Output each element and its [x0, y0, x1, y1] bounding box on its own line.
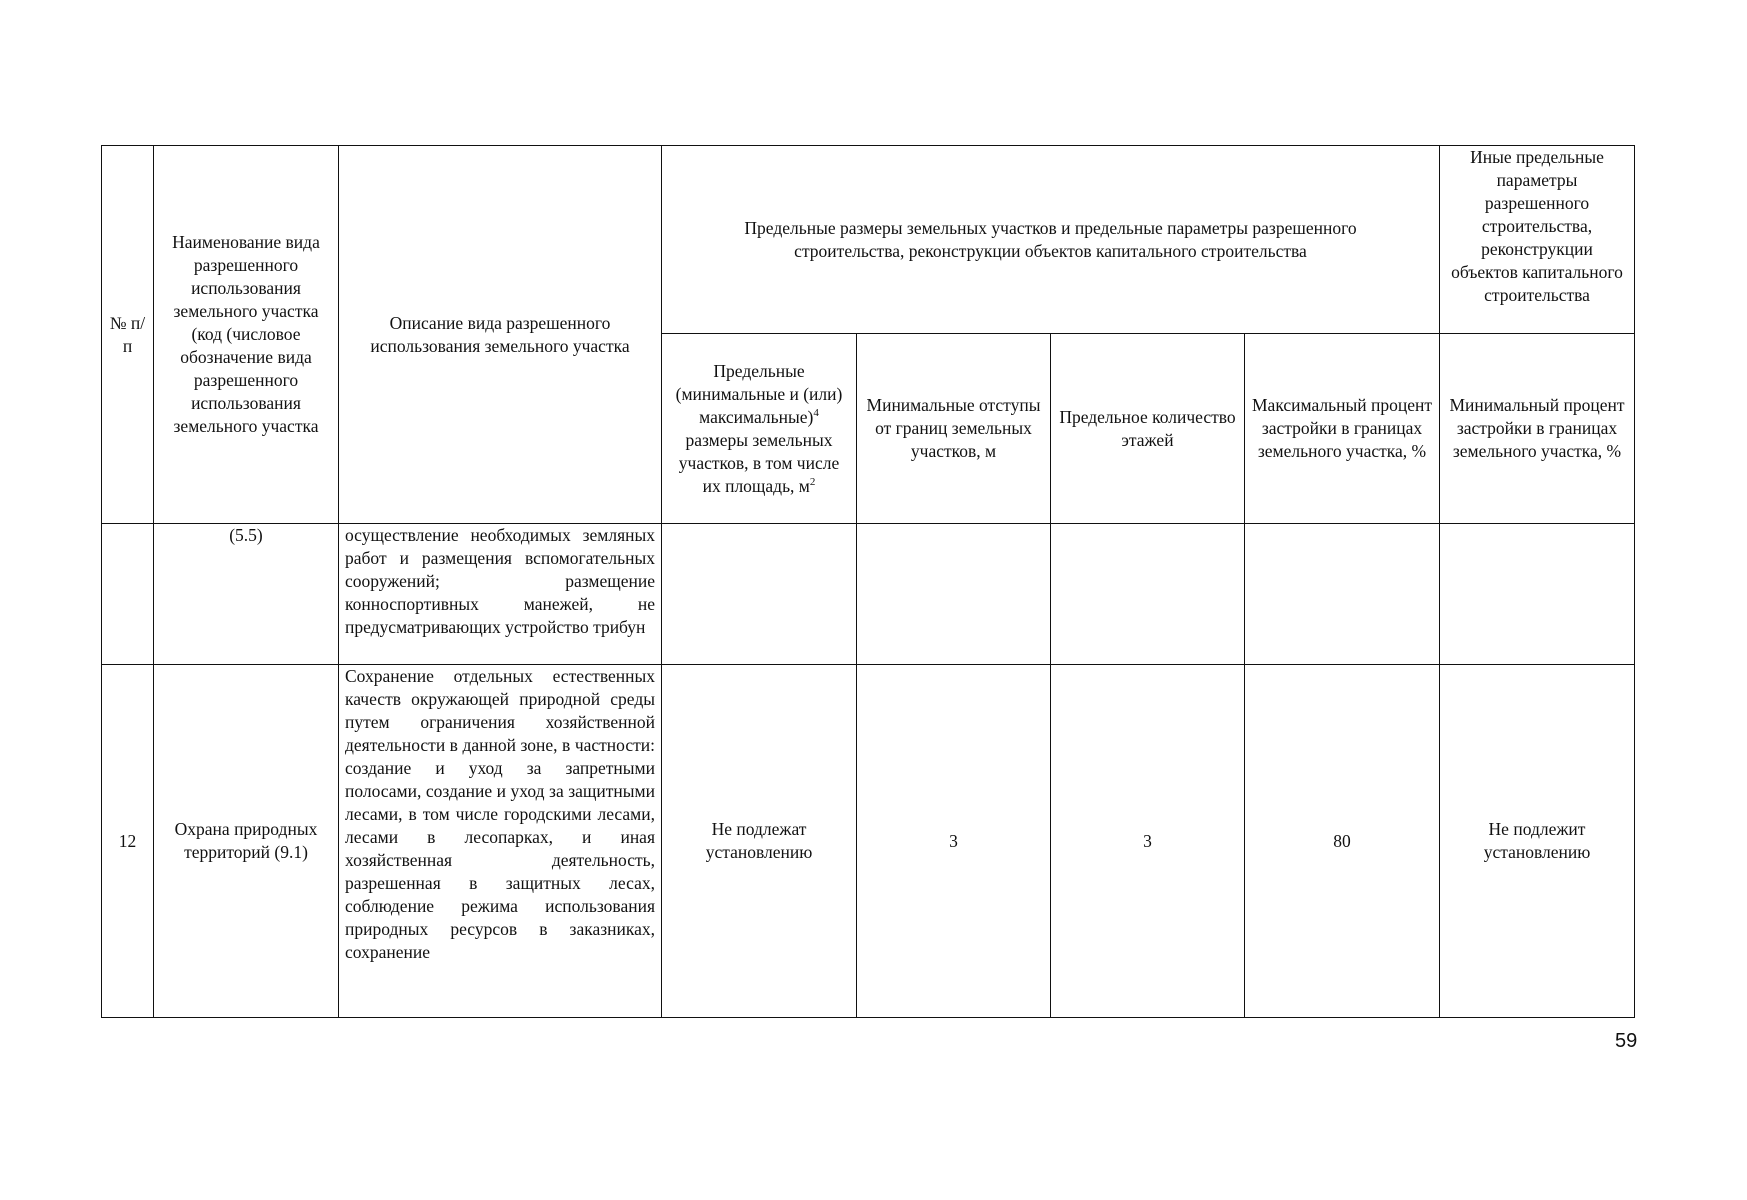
row-name: (5.5): [154, 524, 339, 665]
header-max-pct: Максимальный процент застройки в границах земельного участка, %: [1245, 334, 1440, 524]
row-num: [102, 524, 154, 665]
row-desc: осуществление необходимых земляных работ и размещения вспомогательных сооружений; размещение конноспортивных манежей, не предусматривающих устройство трибун: [339, 524, 662, 665]
row-desc: Сохранение отдельных естественных качеств окружающей природной среды путем ограничения хозяйственной деятельности в данной зоне, в частности: создание и уход за запретными полосами, создание и уход за защитными лесами, в том числе городскими лесами, лесами в лесопарках, и иная хозяйственная деятельность, разрешенная в защитных лесах, соблюдение режима использования природных ресурсов в заказниках, сохранение: [339, 665, 662, 1018]
header-floors: Предельное количество этажей: [1051, 334, 1245, 524]
header-other: Иные предельные параметры разрешенного строительства, реконструкции объектов капитального строительства: [1440, 146, 1635, 334]
header-num: № п/п: [102, 146, 154, 524]
header-setback: Минимальные отступы от границ земельных участков, м: [857, 334, 1051, 524]
row-size: Не подлежат установлению: [662, 665, 857, 1018]
header-size: Предельные (минимальные и (или) максимальные)$^4$ размеры земельных участков, в том числе их площадь, $м^2$: [662, 334, 857, 524]
row-num: 12: [102, 665, 154, 1018]
header-group: Предельные размеры земельных участков и предельные параметры разрешенного строительства, реконструкции объектов капитального строительства: [662, 146, 1440, 334]
row-size: [662, 524, 857, 665]
regulations-table: [101, 145, 1635, 1018]
header-name: Наименование вида разрешенного использования земельного участка (код (числовое обозначение вида разрешенного использования земельного участка: [154, 146, 339, 524]
table-row: [102, 665, 1635, 1018]
row-floors: 3: [1051, 665, 1245, 1018]
row-max-pct: [1245, 524, 1440, 665]
row-setback: 3: [857, 665, 1051, 1018]
header-min-pct: Минимальный процент застройки в границах земельного участка, %: [1440, 334, 1635, 524]
row-max-pct: 80: [1245, 665, 1440, 1018]
table-row: [102, 524, 1635, 665]
row-name: Охрана природных территорий (9.1): [154, 665, 339, 1018]
row-min-pct: [1440, 524, 1635, 665]
row-min-pct: Не подлежит установлению: [1440, 665, 1635, 1018]
row-floors: [1051, 524, 1245, 665]
header-desc: Описание вида разрешенного использования земельного участка: [339, 146, 662, 524]
page-number: 59: [1615, 1030, 1638, 1052]
row-setback: [857, 524, 1051, 665]
